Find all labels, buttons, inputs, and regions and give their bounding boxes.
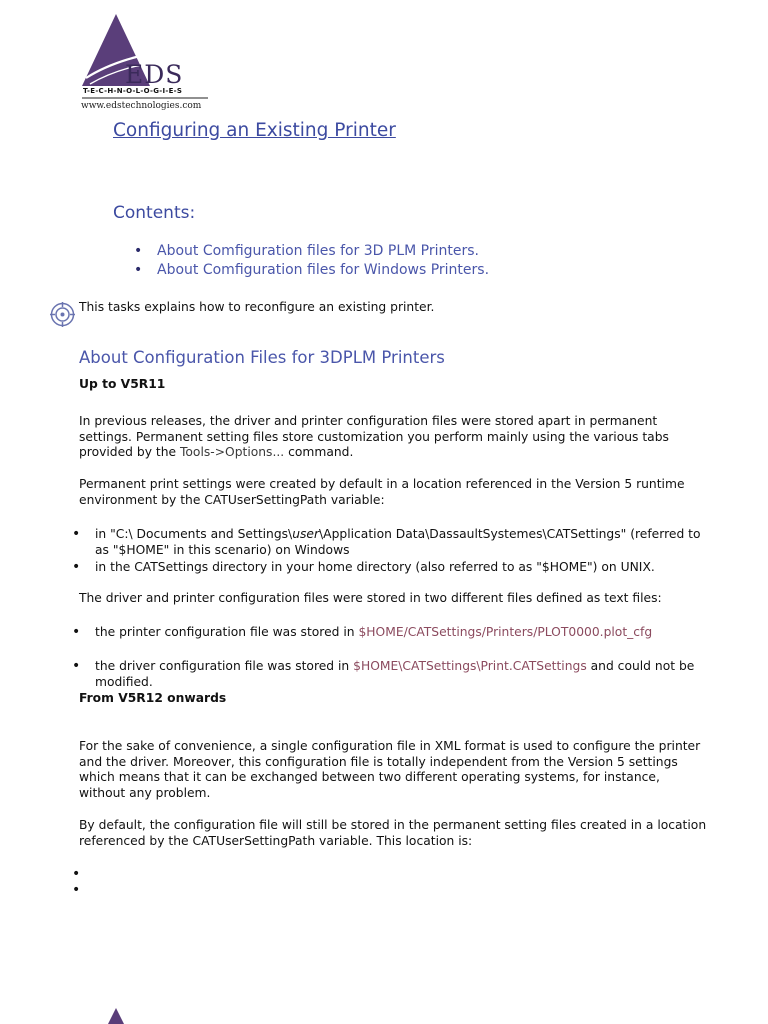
printer-config-path: $HOME/CATSettings/Printers/PLOT0000.plot_cfg	[358, 625, 653, 639]
list-item-windows-location: • in "C:\ Documents and Settings\user\Application Data\DassaultSystemes\CATSettings" (referred to as "$HOME" in this scenario) on Windows	[72, 526, 712, 558]
list-item-driver-config: • the driver configuration file was stored in $HOME\CATSettings\Print.CATSettings and could not be modified.	[72, 658, 712, 690]
paragraph-default-location: By default, the configuration file will still be stored in the permanent setting files created in a location referenced by the CATUserSettingPath variable. This location is:	[79, 818, 707, 848]
page-title[interactable]: Configuring an Existing Printer	[113, 120, 396, 141]
list-item-unix-location: • in the CATSettings directory in your home directory (also referred to as "$HOME") on UNIX.	[72, 559, 712, 575]
contents-link-windows[interactable]: • About Comfiguration files for Windows Printers.	[132, 261, 489, 280]
contents-link-3dplm[interactable]: • About Comfiguration files for 3D PLM Printers.	[132, 242, 489, 261]
paragraph-previous-releases: In previous releases, the driver and printer configuration files were stored apart in permanent settings. Permanent setting files store customization you perform mainly using the various tabs provided by the Tools->Options... command.	[79, 414, 669, 460]
tools-options-command: Tools->Options...	[179, 445, 285, 460]
location-list	[72, 526, 712, 575]
website-url: www.edstechnologies.com	[81, 101, 202, 111]
section-heading: About Configuration Files for 3DPLM Printers	[79, 348, 445, 367]
list-item-printer-config: • the printer configuration file was stored in $HOME/CATSettings/Printers/PLOT0000.plot_cfg	[72, 624, 712, 640]
logo-subtext: T-E-C-H-N-O-L-O-G-I-E-S	[83, 87, 183, 95]
paragraph-xml-format: For the sake of convenience, a single configuration file in XML format is used to configure the printer and the driver. Moreover, this configuration file is totally independent from the Version 5 settings which means that it can be exchanged between two different operating systems, for instance, without any problem.	[79, 739, 701, 800]
file-list	[72, 624, 712, 690]
paragraph-permanent-settings: Permanent print settings were created by default in a location referenced in the Version 5 runtime environment by the CATUserSettingPath variable:	[79, 477, 685, 507]
subheading-from-v5r12: From V5R12 onwards	[79, 691, 227, 705]
paragraph-two-files: The driver and printer configuration files were stored in two different files defined as text files:	[79, 591, 662, 605]
task-target-icon	[50, 302, 75, 327]
driver-config-path: $HOME\CATSettings\Print.CATSettings	[353, 659, 587, 673]
logo-text: EDS	[125, 60, 184, 89]
contents-heading: Contents:	[113, 203, 196, 223]
subheading-up-to-v5r11: Up to V5R11	[79, 377, 166, 391]
contents-list	[132, 242, 489, 280]
intro-text: This tasks explains how to reconfigure an existing printer.	[79, 300, 435, 314]
eds-logo-footer	[78, 1008, 158, 1024]
